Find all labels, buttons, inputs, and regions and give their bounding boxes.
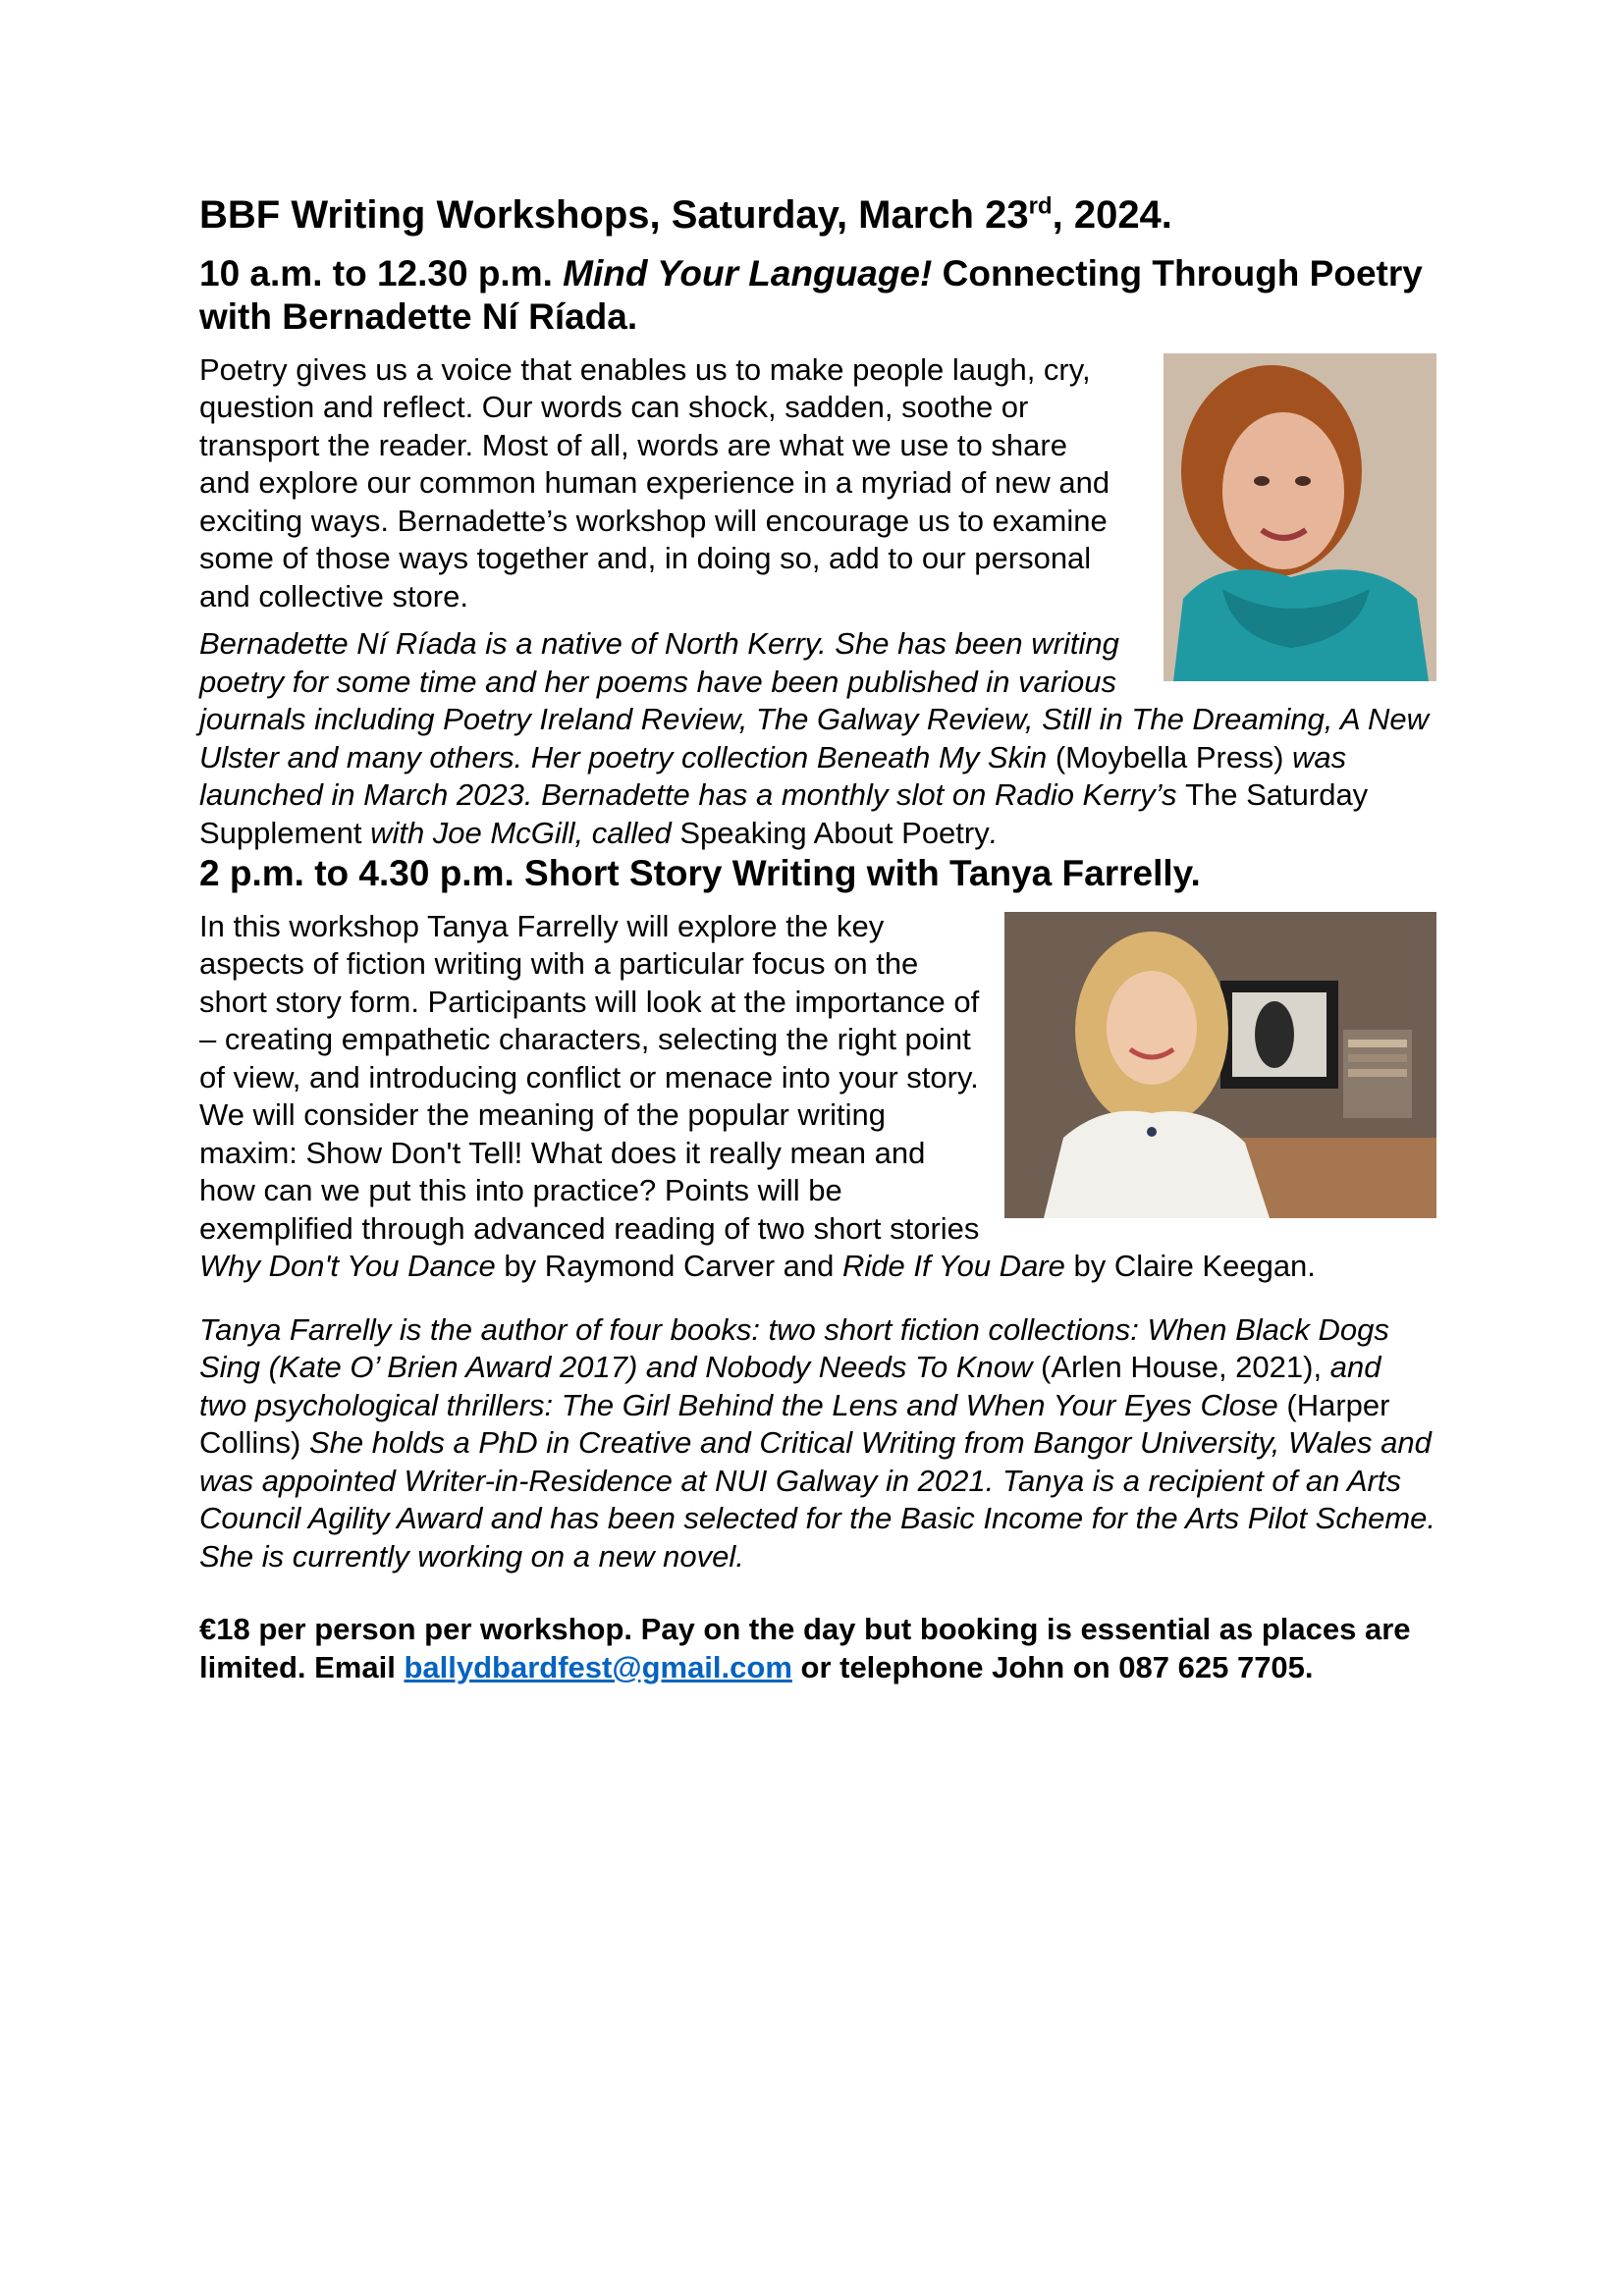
- session1-heading: 10 a.m. to 12.30 p.m. Mind Your Language! Connecting Through Poetry with Bernadette Ní Ríada.: [199, 253, 1423, 338]
- page-title: BBF Writing Workshops, Saturday, March 23rd, 2024.: [199, 192, 1172, 237]
- session2-description: In this workshop Tanya Farrelly will explore the key aspects of fiction writing with a particular focus on the short story form. Participants will look at the importance of – creating empathetic characters, selecting the right point of view, and introducing conflict or menace into your story. We will consider the meaning of the popular writing maxim: Show Don't Tell! What does it really mean and how can we put this into practice? Points will be exemplified through advanced reading of two short stories Why Don't You Dance by Raymond Carver and Ride If You Dare by Claire Keegan.: [199, 908, 1316, 1284]
- tanya-photo: [1004, 912, 1436, 1218]
- email-link[interactable]: ballydbardfest@gmail.com: [404, 1649, 792, 1684]
- session1-bio: Bernadette Ní Ríada is a native of North Kerry. She has been writing poetry for some time and her poems have been published in various journals including Poetry Ireland Review, The Galway Review, Still in The Dreaming, A New Ulster and many others. Her poetry collection Beneath My Skin (Moybella Press) was launched in March 2023. Bernadette has a monthly slot on Radio Kerry’s The Saturday Supplement with Joe McGill, called Speaking About Poetry.: [199, 626, 1430, 850]
- bernadette-photo: [1164, 353, 1436, 681]
- session2-bio: Tanya Farrelly is the author of four books: two short fiction collections: When Black Dogs Sing (Kate O’ Brien Award 2017) and Nobody Needs To Know (Arlen House, 2021), and two psychological thrillers: The Girl Behind the Lens and When Your Eyes Close (Harper Collins) She holds a PhD in Creative and Critical Writing from Bangor University, Wales and was appointed Writer-in-Residence at NUI Galway in 2021. Tanya is a recipient of an Arts Council Agility Award and has been selected for the Basic Income for the Arts Pilot Scheme. She is currently working on a new novel.: [199, 1311, 1436, 1574]
- document-content: [199, 191, 1436, 1686]
- session1-description: Poetry gives us a voice that enables us to make people laugh, cry, question and reflect. Our words can shock, sadden, soothe or transport the reader. Most of all, words are what we use to share and explore our common human experience in a myriad of new and exciting ways. Bernadette’s workshop will encourage us to examine some of those ways together and, in doing so, add to our personal and collective store.: [199, 351, 1110, 614]
- session2-heading: 2 p.m. to 4.30 p.m. Short Story Writing with Tanya Farrelly.: [199, 853, 1201, 894]
- booking-info: €18 per person per workshop. Pay on the day but booking is essential as places are limited. Email ballydbardfest@gmail.com or telephone John on 087 625 7705.: [199, 1612, 1411, 1684]
